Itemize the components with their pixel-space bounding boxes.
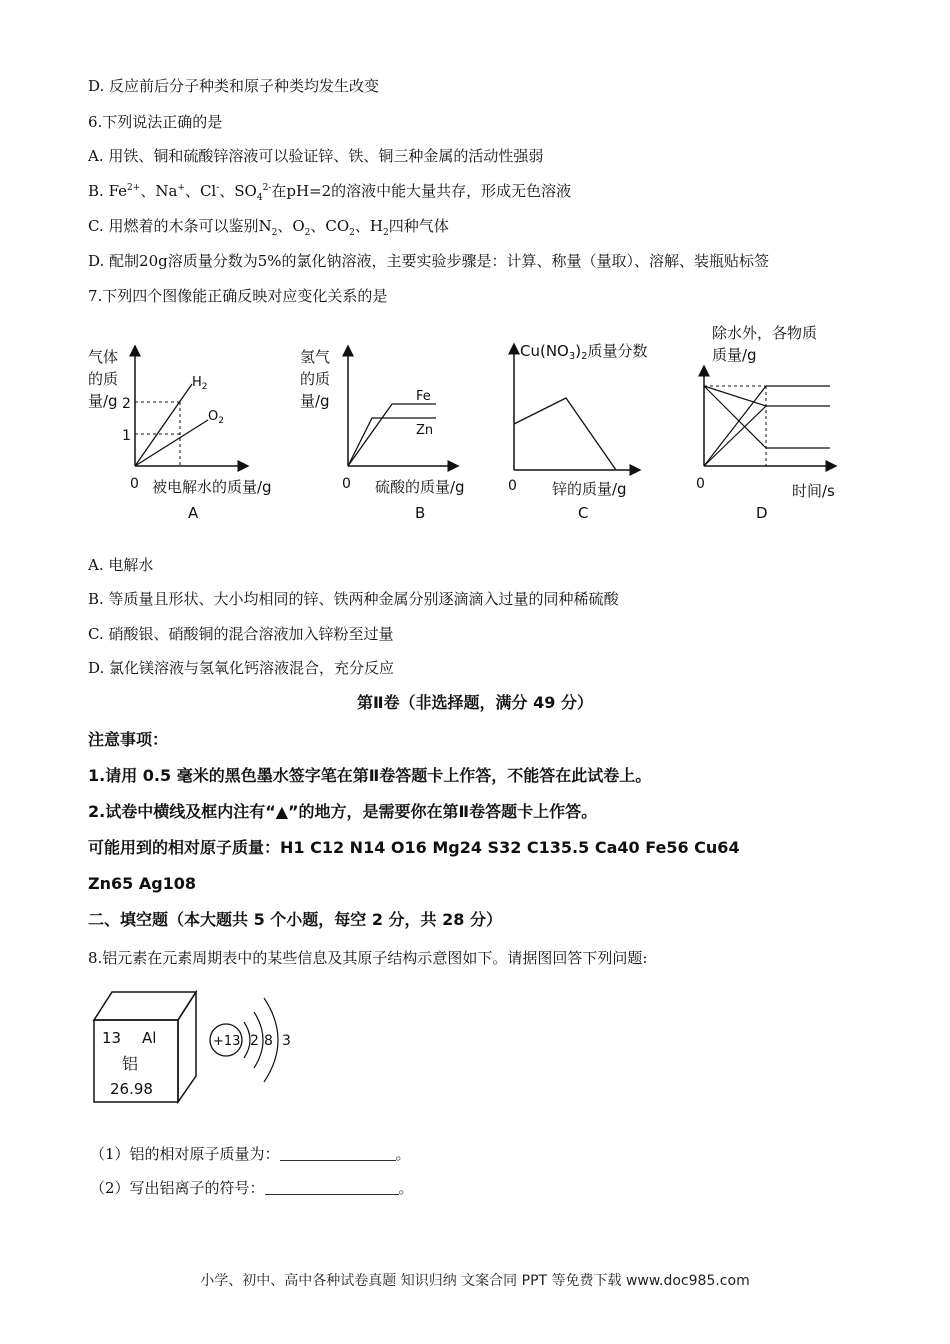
- graph-b-letter: B: [415, 504, 426, 522]
- graph-b-ylabel-1: 氢气: [300, 348, 331, 366]
- nucleus-charge: +13: [213, 1034, 241, 1049]
- q8-sub1: （1）铝的相对原子质量为： 。: [90, 1145, 411, 1163]
- graph-d-title-1: 除水外，各物质: [712, 324, 818, 342]
- graph-c-line: [514, 398, 616, 470]
- q8-stem: 8.铝元素在元素周期表中的某些信息及其原子结构示意图如下。请据图回答下列问题:: [88, 949, 648, 967]
- electrons-shell-2: 8: [264, 1033, 273, 1049]
- q8-sub2: （2）写出铝离子的符号： 。: [90, 1179, 414, 1197]
- answer-blank-1[interactable]: [280, 1146, 396, 1161]
- graph-d-origin: 0: [696, 476, 705, 492]
- graph-a-letter: A: [188, 504, 199, 522]
- element-symbol: Al: [142, 1029, 157, 1047]
- graph-c-xlabel: 锌的质量/g: [552, 480, 627, 498]
- aluminum-diagram: [84, 978, 314, 1108]
- q6-option-d: D. 配制20g溶质量分数为5%的氯化钠溶液，主要实验步骤是：计算、称量（量取）、溶解、装瓶贴标签: [88, 252, 770, 270]
- graph-d-line-1: [704, 386, 766, 448]
- graph-d-xlabel: 时间/s: [792, 482, 835, 500]
- graph-a-xlabel: 被电解水的质量/g: [152, 478, 272, 496]
- graph-a: [88, 346, 272, 522]
- q7-option-d: D. 氯化镁溶液与氢氧化钙溶液混合，充分反应: [88, 659, 395, 677]
- answer-blank-2[interactable]: [265, 1180, 399, 1195]
- graph-d-letter: D: [756, 504, 768, 522]
- cube-side: [178, 992, 196, 1102]
- graph-d-line-4: [704, 406, 766, 466]
- graph-b-origin: 0: [342, 476, 351, 492]
- atomic-masses-2: Zn65 Ag108: [88, 874, 197, 893]
- graph-a-ylabel-3: 量/g: [88, 392, 118, 410]
- graph-a-tick-1: 1: [122, 428, 131, 444]
- electrons-shell-1: 2: [250, 1033, 259, 1049]
- q7-stem: 7.下列四个图像能正确反映对应变化关系的是: [88, 287, 388, 305]
- graph-b-fe-label: Fe: [416, 389, 431, 404]
- graph-b-ylabel-2: 的质: [300, 370, 331, 388]
- electrons-shell-3: 3: [282, 1033, 291, 1049]
- element-name: 铝: [122, 1054, 139, 1073]
- q6-option-c: C. 用燃着的木条可以鉴别$N_2$、$O_2$、$CO_2$、$H_2$四种气体: [88, 217, 449, 238]
- graph-c-letter: C: [578, 504, 589, 522]
- element-number: 13: [102, 1029, 122, 1047]
- q6-option-a: A. 用铁、铜和硫酸锌溶液可以验证锌、铁、铜三种金属的活动性强弱: [88, 147, 544, 165]
- graph-a-h2-label: $H_2$: [192, 375, 208, 392]
- graph-b-ylabel-3: 量/g: [300, 392, 330, 410]
- graph-b: [300, 346, 465, 522]
- graph-d: [696, 324, 836, 522]
- graph-a-ylabel-2: 的质: [88, 370, 119, 388]
- graph-c-title: $Cu(NO_3)_2$质量分数: [520, 342, 648, 362]
- section2-title: 第Ⅱ卷（非选择题，满分 49 分）: [357, 693, 593, 712]
- graph-b-zn-label: Zn: [416, 423, 434, 438]
- q6-option-b: B. $Fe^{2+}$、Na+、Cl-、$SO_4^{2-}$在pH=2的溶液中能大量共存，形成无色溶液: [88, 182, 572, 203]
- graph-a-tick-2: 2: [122, 396, 131, 412]
- graph-a-h2-line: [135, 384, 192, 466]
- graph-b-xlabel: 硫酸的质量/g: [375, 478, 465, 496]
- q7-graphs: [80, 318, 860, 528]
- q7-option-c: C. 硝酸银、硝酸铜的混合溶液加入锌粉至过量: [88, 625, 394, 643]
- notice-2: 2.试卷中横线及框内注有“▲”的地方，是需要你在第Ⅱ卷答题卡上作答。: [88, 802, 598, 821]
- notice-heading: 注意事项：: [88, 730, 169, 749]
- graph-a-o2-label: $O_2$: [208, 409, 224, 426]
- element-mass: 26.98: [110, 1080, 153, 1098]
- part2-heading: 二、填空题（本大题共 5 个小题，每空 2 分，共 28 分）: [88, 910, 502, 929]
- graph-c-origin: 0: [508, 478, 517, 494]
- graph-d-line-3: [704, 386, 766, 466]
- graph-a-origin: 0: [130, 476, 139, 492]
- notice-1: 1.请用 0.5 毫米的黑色墨水签字笔在第Ⅱ卷答题卡上作答，不能答在此试卷上。: [88, 766, 652, 785]
- q7-option-a: A. 电解水: [88, 556, 154, 574]
- page-footer: 小学、初中、高中各种试卷真题 知识归纳 文案合同 PPT 等免费下载 www.doc985.com: [200, 1273, 750, 1289]
- atomic-masses-1: 可能用到的相对原子质量：H1 C12 N14 O16 Mg24 S32 C135.5 Ca40 Fe56 Cu64: [88, 838, 740, 857]
- graph-c: [508, 342, 648, 522]
- graph-a-o2-line: [135, 420, 208, 466]
- q7-option-b: B. 等质量且形状、大小均相同的锌、铁两种金属分别逐滴滴入过量的同种稀硫酸: [88, 590, 619, 608]
- graph-a-ylabel-1: 气体: [88, 348, 119, 366]
- q6-stem: 6.下列说法正确的是: [88, 113, 223, 131]
- graph-d-title-2: 质量/g: [712, 346, 757, 364]
- q5-option-d: D. 反应前后分子种类和原子种类均发生改变: [88, 77, 380, 95]
